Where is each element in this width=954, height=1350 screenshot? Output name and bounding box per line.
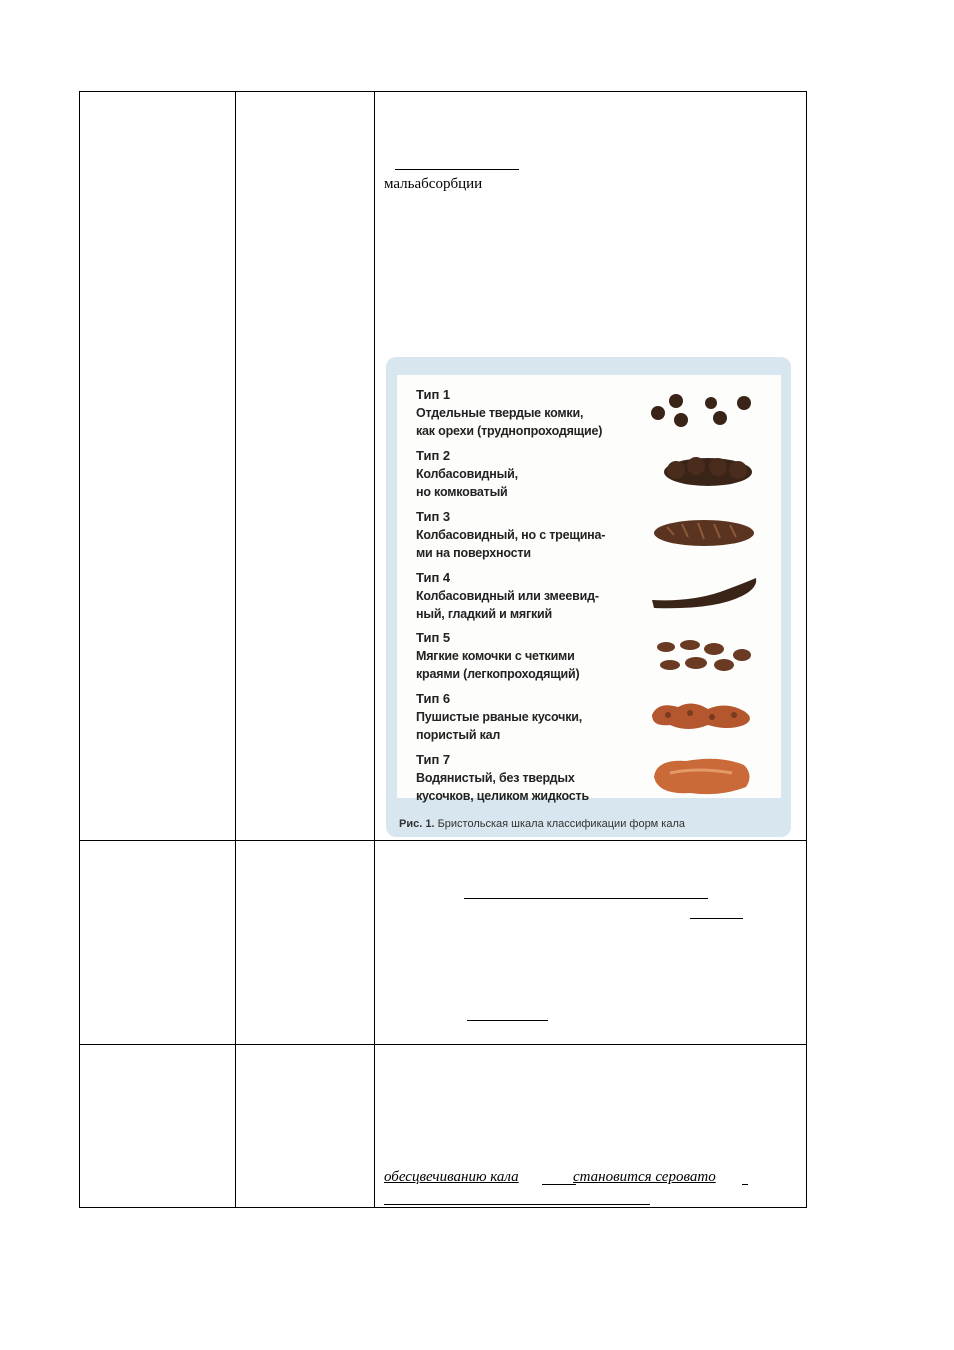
type-description-line: Водянистый, без твердых xyxy=(416,771,575,785)
table-column-divider-1 xyxy=(235,91,236,1208)
blank-underline xyxy=(542,1184,576,1185)
type-description-line: пористый кал xyxy=(416,728,501,742)
type-description-line: но комковатый xyxy=(416,485,508,499)
caption-label: Рис. 1. xyxy=(399,818,435,830)
type-description-line: Мягкие комочки с четкими xyxy=(416,649,575,663)
type-description-line: кусочков, целиком жидкость xyxy=(416,789,589,803)
type3-stool-icon xyxy=(652,515,758,551)
type6-stool-icon xyxy=(648,695,758,735)
type-description-line: Отдельные твердые комки, xyxy=(416,406,584,420)
type-description-line: как орехи (труднопроходящие) xyxy=(416,424,603,438)
type-heading: Тип 7 xyxy=(416,752,451,767)
table-column-divider-2 xyxy=(374,91,375,1208)
type5-stool-icon xyxy=(654,637,754,677)
blank-underline xyxy=(467,1020,548,1021)
table-row-divider-1 xyxy=(79,840,807,841)
malabsorption-text: мальабсорбции xyxy=(384,176,483,192)
type4-stool-icon xyxy=(650,572,760,612)
table-border-left xyxy=(79,91,80,1208)
type-heading: Тип 6 xyxy=(416,691,451,706)
type-heading: Тип 5 xyxy=(416,630,451,645)
chart-caption xyxy=(399,818,685,830)
type1-stool-icon xyxy=(648,391,758,441)
blank-underline xyxy=(384,1204,650,1205)
table-border-right xyxy=(806,91,807,1208)
type-heading: Тип 3 xyxy=(416,509,451,524)
caption-text: Бристольская шкала классификации форм кала xyxy=(434,818,686,830)
type7-stool-icon xyxy=(650,753,756,799)
blank-underline xyxy=(395,169,519,170)
table-border-bottom xyxy=(79,1207,807,1208)
type2-stool-icon xyxy=(662,454,757,490)
blank-underline xyxy=(742,1184,748,1185)
discoloration-text: обесцвечиванию кала xyxy=(384,1169,519,1185)
type-description-line: краями (легкопроходящий) xyxy=(416,667,580,681)
type-description-line: Колбасовидный, но с трещина- xyxy=(416,528,606,542)
type-description-line: ми на поверхности xyxy=(416,546,531,560)
type-description-line: Пушистые рваные кусочки, xyxy=(416,710,583,724)
table-row-divider-2 xyxy=(79,1044,807,1045)
grayish-text: становится серовато xyxy=(573,1169,716,1185)
type-description-line: Колбасовидный, xyxy=(416,467,518,481)
type-description-line: ный, гладкий и мягкий xyxy=(416,607,553,621)
table-border-top xyxy=(79,91,807,92)
bristol-stool-chart xyxy=(386,357,791,837)
type-description-line: Колбасовидный или змеевид- xyxy=(416,589,599,603)
type-heading: Тип 4 xyxy=(416,570,451,585)
blank-underline xyxy=(464,898,708,899)
type-heading: Тип 2 xyxy=(416,448,451,463)
type-heading: Тип 1 xyxy=(416,387,451,402)
blank-underline xyxy=(690,918,743,919)
